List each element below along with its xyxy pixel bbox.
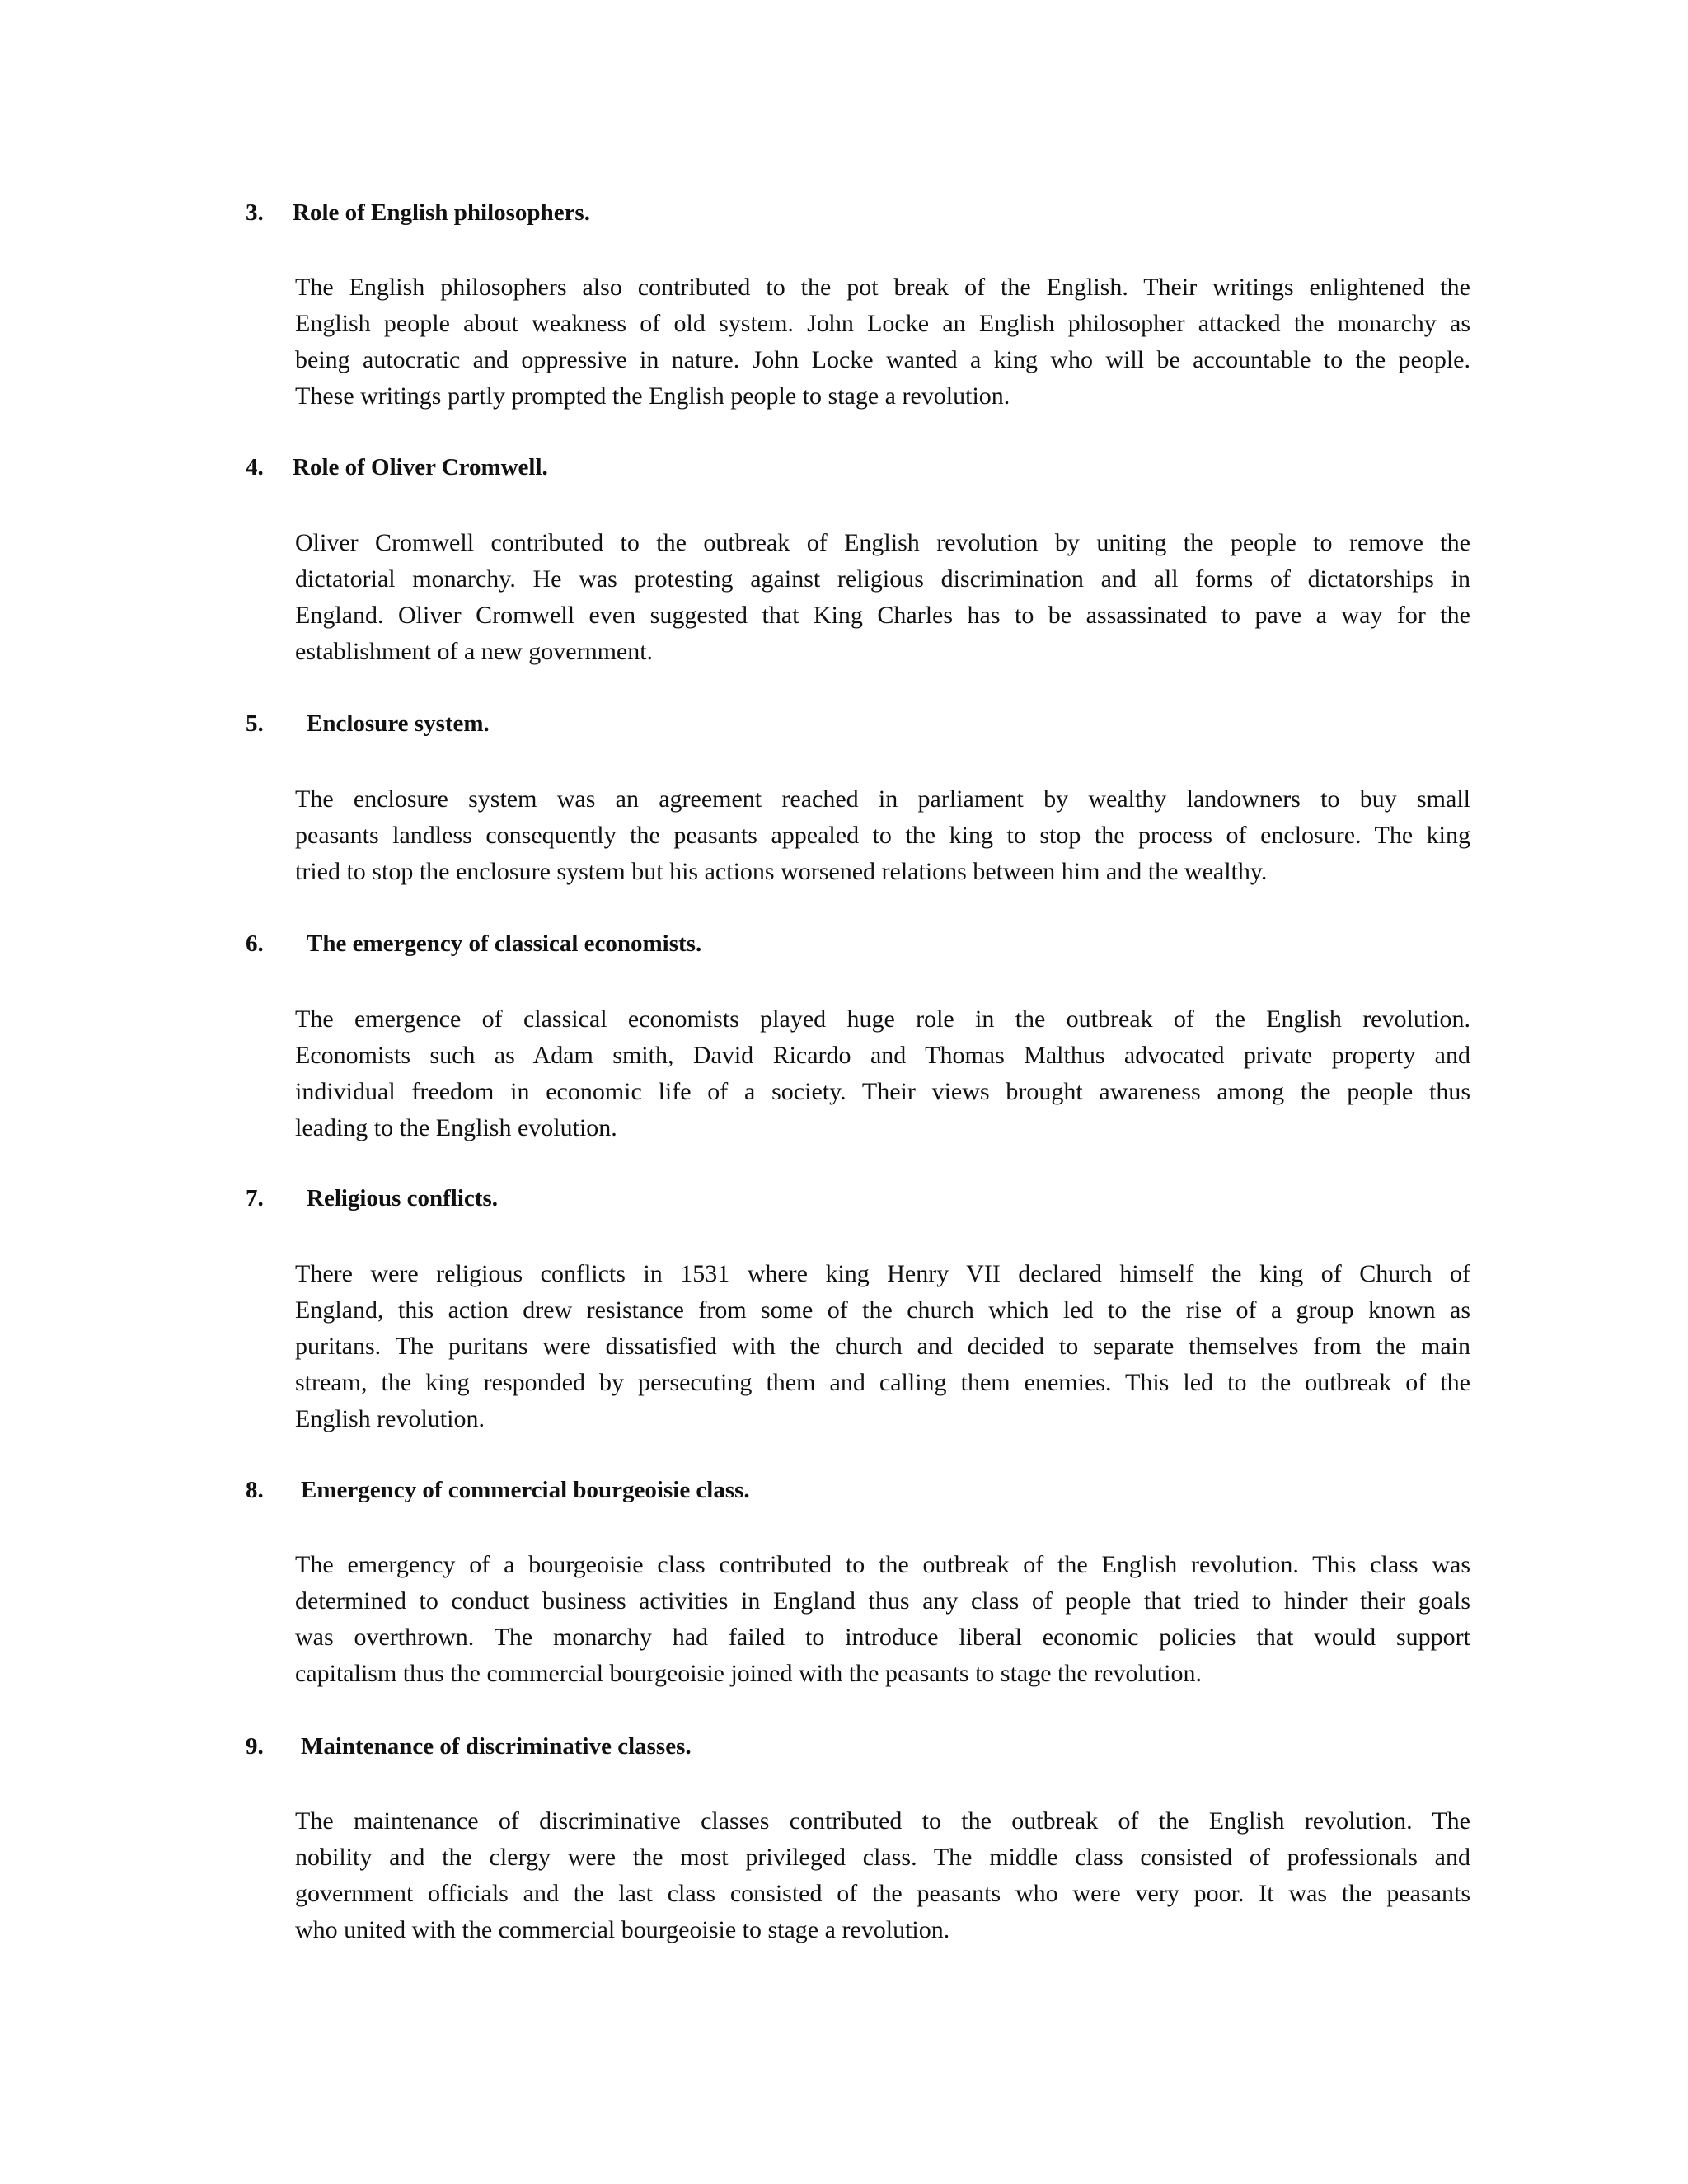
section-paragraph [295,525,1470,670]
paragraph-line: tried to stop the enclosure system but his actions worsened relations between him and the wealthy. [295,858,1268,885]
section-number: 5. [246,710,264,737]
paragraph-line: The emergence of classical economists played huge role in the outbreak of the English revolution. [295,1005,1470,1033]
section-number: 9. [246,1733,264,1760]
paragraph-line: nobility and the clergy were the most privileged class. The middle class consisted of professionals and [295,1844,1470,1871]
section-title: Role of English philosophers. [293,199,590,226]
paragraph-line: stream, the king responded by persecuting them and calling them enemies. This led to the outbreak of the [295,1369,1470,1396]
paragraph-line: The enclosure system was an agreement reached in parliament by wealthy landowners to buy small [295,785,1470,813]
section-paragraph [295,1256,1470,1437]
paragraph-line: establishment of a new government. [295,638,654,665]
section-paragraph [295,269,1470,415]
section-title: Emergency of commercial bourgeoisie class. [301,1477,750,1503]
section-paragraph [295,1547,1470,1692]
section-title: Religious conflicts. [307,1185,498,1212]
paragraph-line: English revolution. [295,1405,485,1432]
section-title: Enclosure system. [307,710,490,737]
paragraph-line: Oliver Cromwell contributed to the outbreak of English revolution by uniting the people to remove the [295,529,1470,556]
section-number: 3. [246,199,264,226]
paragraph-line: being autocratic and oppressive in nature. John Locke wanted a king who will be accountable to the people. [295,346,1470,373]
paragraph-line: The maintenance of discriminative classes contributed to the outbreak of the English revolution. The [295,1807,1470,1835]
paragraph-line: These writings partly prompted the English people to stage a revolution. [295,382,1010,410]
paragraph-line: was overthrown. The monarchy had failed to introduce liberal economic policies that would support [295,1624,1470,1651]
section-title: The emergency of classical economists. [307,930,702,957]
paragraph-line: capitalism thus the commercial bourgeoisie joined with the peasants to stage the revolution. [295,1660,1203,1687]
paragraph-line: Economists such as Adam smith, David Ricardo and Thomas Malthus advocated private property and [295,1042,1470,1069]
paragraph-line: The English philosophers also contributed to the pot break of the English. Their writings enlightened the [295,274,1470,301]
paragraph-line: There were religious conflicts in 1531 where king Henry VII declared himself the king of Church of [295,1260,1470,1287]
paragraph-line: determined to conduct business activities in England thus any class of people that tried to hinder their goals [295,1587,1470,1615]
section-title: Maintenance of discriminative classes. [301,1733,692,1760]
paragraph-line: leading to the English evolution. [295,1114,617,1141]
paragraph-line: who united with the commercial bourgeoisie to stage a revolution. [295,1916,950,1943]
paragraph-line: government officials and the last class consisted of the peasants who were very poor. It was the peasants [295,1880,1470,1907]
paragraph-line: The emergency of a bourgeoisie class contributed to the outbreak of the English revolution. This class was [295,1551,1470,1578]
paragraph-line: England, this action drew resistance from some of the church which led to the rise of a group known as [295,1296,1470,1324]
paragraph-line: England. Oliver Cromwell even suggested that King Charles has to be assassinated to pave a way for the [295,602,1470,629]
paragraph-line: dictatorial monarchy. He was protesting against religious discrimination and all forms of dictatorships in [295,565,1470,593]
section-paragraph [295,1803,1470,1948]
paragraph-line: English people about weakness of old system. John Locke an English philosopher attacked the monarchy as [295,310,1470,337]
section-paragraph [295,1001,1470,1146]
section-title: Role of Oliver Cromwell. [293,454,548,480]
section-paragraph [295,781,1470,890]
section-number: 7. [246,1185,264,1212]
paragraph-line: peasants landless consequently the peasants appealed to the king to stop the process of enclosure. The king [295,822,1470,849]
section-number: 8. [246,1477,264,1503]
section-number: 4. [246,454,264,480]
paragraph-line: individual freedom in economic life of a society. Their views brought awareness among the people thus [295,1078,1470,1105]
paragraph-line: puritans. The puritans were dissatisfied with the church and decided to separate themselves from the main [295,1333,1470,1360]
section-number: 6. [246,930,264,957]
